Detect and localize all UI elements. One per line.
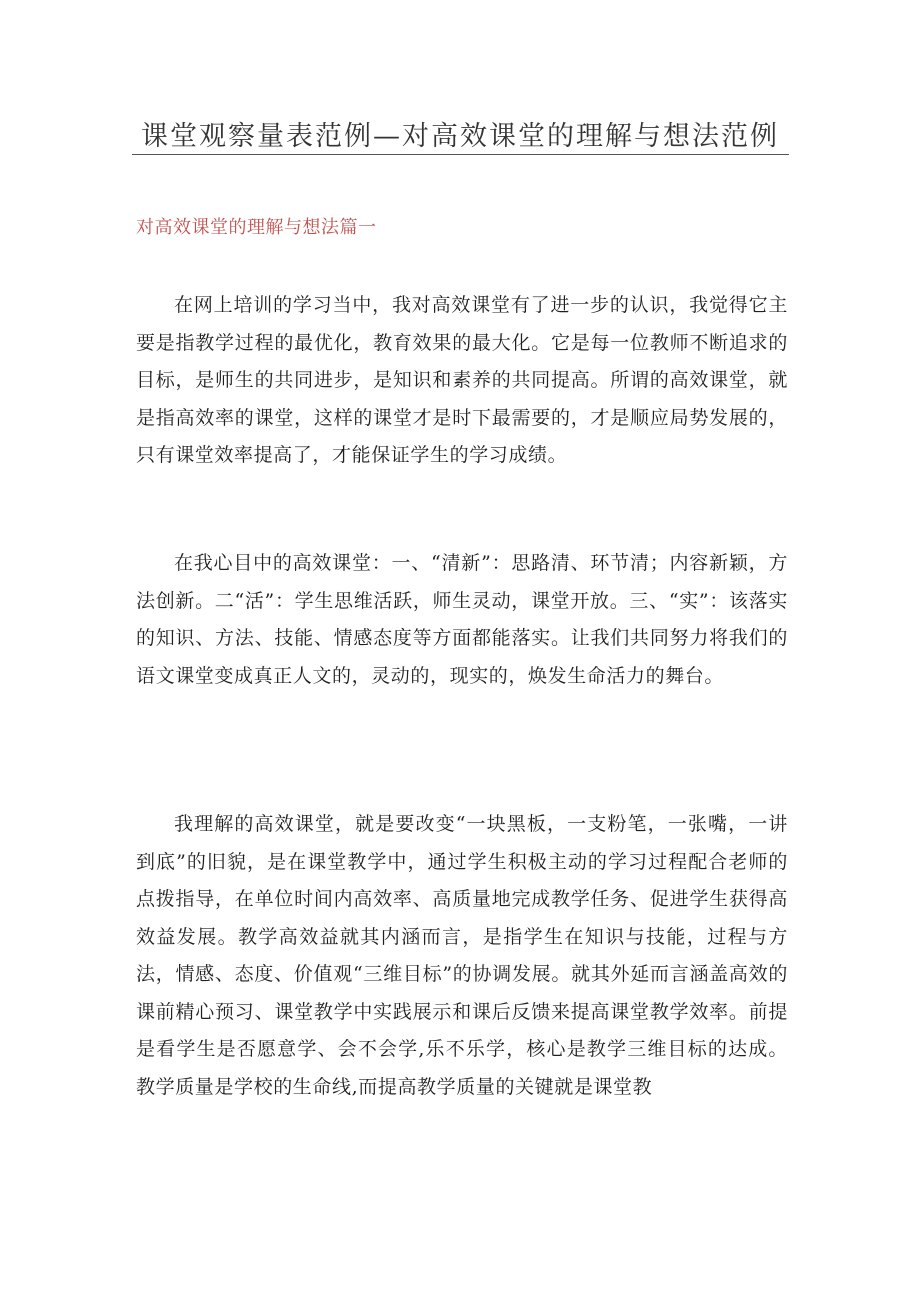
section-heading: 对高效课堂的理解与想法篇一	[136, 217, 377, 238]
paragraph-3: 我理解的高效课堂，就是要改变“一块黑板，一支粉笔，一张嘴，一讲到底”的旧貌，是在课堂教学中，通过学生积极主动的学习过程配合老师的点拨指导，在单位时间内高效率、高质量地完成教学任务、促进学生获得高效益发展。教学高效益就其内涵而言，是指学生在知识与技能，过程与方法，情感、态度、价值观“三维目标”的协调发展。就其外延而言涵盖高效的课前精心预习、课堂教学中实践展示和课后反馈来提高课堂教学效率。前提是看学生是否愿意学、会不会学,乐不乐学，核心是教学三维目标的达成。教学质量是学校的生命线,而提高教学质量的关键就是课堂教	[136, 813, 788, 1098]
paragraph-2: 在我心目中的高效课堂：一、“清新”：思路清、环节清；内容新颖，方法创新。二“活”：学生思维活跃，师生灵动，课堂开放。三、“实”：该落实的知识、方法、技能、情感态度等方面都能落实。让我们共同努力将我们的语文课堂变成真正人文的，灵动的，现实的，焕发生命活力的舞台。	[136, 552, 788, 687]
title-underline	[132, 154, 789, 155]
document-title: 课堂观察量表范例—对高效课堂的理解与想法范例	[141, 121, 779, 152]
paragraph-1: 在网上培训的学习当中，我对高效课堂有了进一步的认识，我觉得它主要是指教学过程的最优化，教育效果的最大化。它是每一位教师不断追求的目标，是师生的共同进步，是知识和素养的共同提高。所谓的高效课堂，就是指高效率的课堂，这样的课堂才是时下最需要的，才是顺应局势发展的，只有课堂效率提高了，才能保证学生的学习成绩。	[136, 294, 788, 466]
